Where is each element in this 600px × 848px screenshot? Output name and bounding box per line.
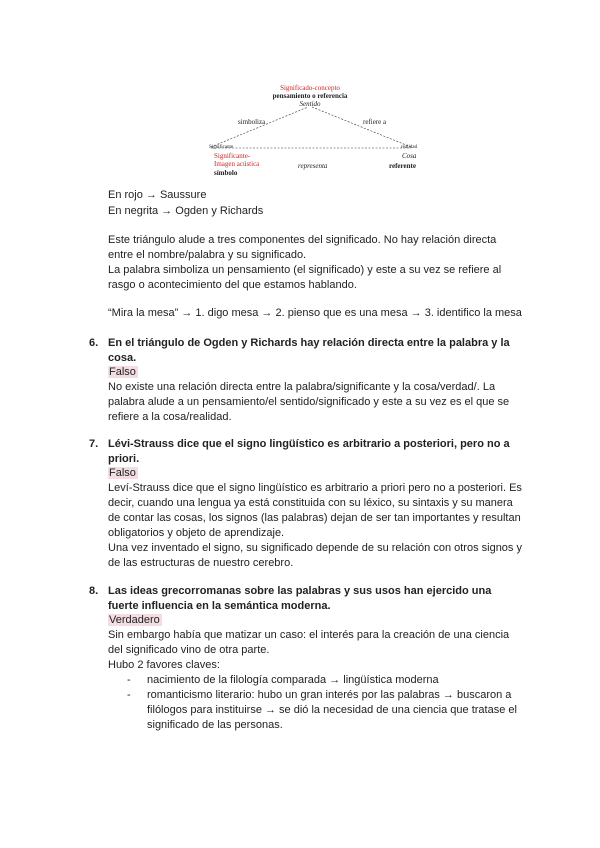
answer-line: obligatorios y objeto de aprendizaje.: [108, 527, 285, 539]
bullet-dash: -: [127, 674, 131, 686]
intro-line: entre el nombre/palabra y su significado.: [108, 249, 307, 261]
diagram-right-edge-label: refiere a: [363, 118, 387, 126]
answer-badge: Falso: [109, 366, 136, 378]
diagram-right-italic: Cosa: [402, 152, 417, 160]
answer-line: Sin embargo había que matizar un caso: el interés para la creación de una ciencia: [108, 629, 510, 641]
bullet-line: significado de las personas.: [147, 719, 283, 731]
question-number: 7.: [89, 438, 99, 450]
diagram-left-small: Significante: [209, 145, 234, 150]
diagram-top-black: pensamiento o referencia: [272, 92, 348, 100]
diagram-left-edge-label: simboliza: [238, 118, 266, 126]
diagram-right-bold: referente: [389, 162, 416, 170]
intro-line: La palabra simboliza un pensamiento (el significado) y este a su vez se refiere al: [108, 264, 502, 276]
answer-badge: Verdadero: [109, 614, 160, 626]
bullet-line: nacimiento de la filología comparada → lingüística moderna: [147, 674, 439, 686]
answer-badge: Falso: [109, 467, 136, 479]
question-text: cosa.: [108, 352, 137, 364]
diagram-top-italic: Sentido: [299, 100, 321, 108]
question-number: 8.: [89, 585, 99, 597]
diagram-left-red-1: Significante-: [214, 152, 251, 160]
answer-line: No existe una relación directa entre la palabra/significante y la cosa/verdad/. La: [108, 381, 496, 393]
diagram-bottom-center: representa: [298, 162, 328, 170]
answer-line: Leví-Strauss dice que el signo lingüístico es arbitrario a priori pero no a posteriori. Es: [108, 482, 522, 494]
question-text: priori.: [108, 453, 140, 465]
answer-line: palabra alude a un pensamiento/el sentido/significado y este a su vez es el que se: [108, 396, 510, 408]
answer-line: de contar las cosas, los signos (las palabras) dejan de ser tan importantes y resultan: [108, 512, 521, 524]
diagram-top-red: Significado-concepto: [280, 84, 340, 92]
diagram-right-small: realidad: [401, 145, 418, 150]
intro-line: Este triángulo alude a tres componentes del significado. No hay relación directa: [108, 234, 497, 246]
question-text: En el triángulo de Ogden y Richards hay relación directa entre la palabra y la: [108, 337, 510, 349]
intro-line: rasgo o acontecimiento del que estamos hablando.: [108, 279, 357, 291]
answer-line: refiere a la cosa/realidad.: [108, 411, 232, 423]
diagram-left-red-2: Imagen acústica: [214, 160, 260, 168]
answer-line: del significado vino de otra parte.: [108, 644, 270, 656]
right-edge-line: [312, 107, 411, 147]
bullet-dash: -: [127, 689, 131, 701]
legend-bold: En negrita → Ogden y Richards: [108, 205, 264, 217]
question-text: Las ideas grecorromanas sobre las palabras y sus usos han ejercido una: [108, 585, 492, 597]
question-text: Lévi-Strauss dice que el signo lingüístico es arbitrario a posteriori, pero no a: [108, 438, 510, 450]
intro-example: “Mira la mesa” → 1. digo mesa → 2. pienso que es una mesa → 3. identifico la mesa: [108, 307, 522, 319]
answer-line: decir, cuando una lengua ya está constituida con su léxico, su sintaxis y su manera: [108, 497, 513, 509]
answer-line: Hubo 2 favores claves:: [108, 659, 220, 671]
bullet-line: romanticismo literario: hubo un gran interés por las palabras → buscaron a: [147, 689, 512, 701]
bullet-line: filólogos para instituirse → se dió la necesidad de una ciencia que tratase el: [147, 704, 517, 716]
legend-red: En rojo → Saussure: [108, 189, 207, 201]
answer-line: de las estructuras de nuestro cerebro.: [108, 557, 294, 569]
semiotic-triangle-diagram: [205, 78, 425, 178]
diagram-left-bold: símbolo: [214, 169, 238, 177]
question-number: 6.: [89, 337, 99, 349]
question-text: fuerte influencia en la semántica moderna.: [108, 600, 331, 612]
answer-line: Una vez inventado el signo, su significado depende de su relación con otros signos y: [108, 542, 522, 554]
left-edge-line: [211, 107, 308, 147]
